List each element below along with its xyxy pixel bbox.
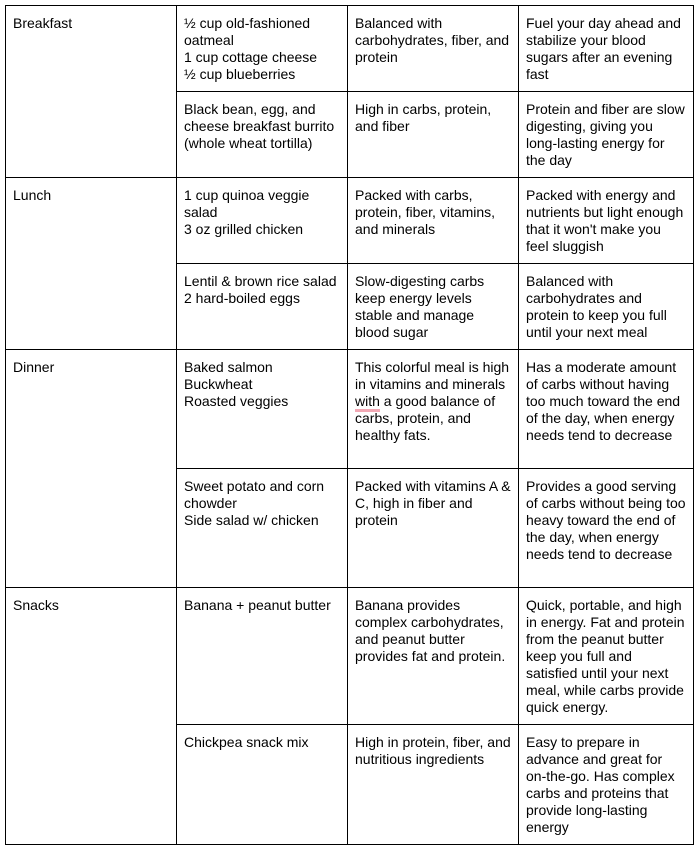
benefit-cell[interactable]: Protein and fiber are slow digesting, giving you long-lasting energy for the day [519,92,694,178]
food-cell[interactable]: ½ cup old-fashioned oatmeal 1 cup cottage cheese ½ cup blueberries [177,6,348,92]
food-cell[interactable]: Black bean, egg, and cheese breakfast burrito (whole wheat tortilla) [177,92,348,178]
benefit-cell[interactable]: Balanced with carbohydrates and protein to keep you full until your next meal [519,264,694,350]
benefit-cell[interactable]: Provides a good serving of carbs without being too heavy toward the end of the day, when energy needs tend to decrease [519,469,694,588]
meal-plan-table [5,5,694,845]
nutrition-text-after: a good balance of carbs, protein, and healthy fats. [355,393,496,443]
spellcheck-underlined-word[interactable]: with [355,393,380,412]
nutrition-cell[interactable] [348,350,519,469]
food-cell[interactable]: Baked salmon Buckwheat Roasted veggies [177,350,348,469]
table-row [6,588,694,725]
food-cell[interactable]: 1 cup quinoa veggie salad 3 oz grilled chicken [177,178,348,264]
benefit-cell[interactable]: Quick, portable, and high in energy. Fat and protein from the peanut butter keep you full and satisfied until your next meal, while carbs provide quick energy. [519,588,694,725]
benefit-cell[interactable]: Has a moderate amount of carbs without having too much toward the end of the day, when energy needs tend to decrease [519,350,694,469]
nutrition-cell[interactable]: Balanced with carbohydrates, fiber, and protein [348,6,519,92]
nutrition-cell[interactable]: Packed with carbs, protein, fiber, vitamins, and minerals [348,178,519,264]
nutrition-cell[interactable]: Slow-digesting carbs keep energy levels stable and manage blood sugar [348,264,519,350]
category-cell-breakfast[interactable]: Breakfast [6,6,177,178]
table-row [6,178,694,264]
food-cell[interactable]: Lentil & brown rice salad 2 hard-boiled eggs [177,264,348,350]
category-cell-dinner[interactable]: Dinner [6,350,177,588]
nutrition-cell[interactable]: Packed with vitamins A & C, high in fiber and protein [348,469,519,588]
table-row [6,350,694,469]
category-cell-lunch[interactable]: Lunch [6,178,177,350]
nutrition-cell[interactable]: High in protein, fiber, and nutritious ingredients [348,725,519,845]
nutrition-cell[interactable]: High in carbs, protein, and fiber [348,92,519,178]
food-cell[interactable]: Banana + peanut butter [177,588,348,725]
benefit-cell[interactable]: Packed with energy and nutrients but light enough that it won't make you feel sluggish [519,178,694,264]
nutrition-text-before: This colorful meal is high in vitamins and minerals [355,359,510,392]
benefit-cell[interactable]: Easy to prepare in advance and great for on-the-go. Has complex carbs and proteins that provide long-lasting energy [519,725,694,845]
food-cell[interactable]: Sweet potato and corn chowder Side salad w/ chicken [177,469,348,588]
food-cell[interactable]: Chickpea snack mix [177,725,348,845]
nutrition-cell[interactable]: Banana provides complex carbohydrates, and peanut butter provides fat and protein. [348,588,519,725]
table-row [6,6,694,92]
benefit-cell[interactable]: Fuel your day ahead and stabilize your blood sugars after an evening fast [519,6,694,92]
category-cell-snacks[interactable]: Snacks [6,588,177,845]
